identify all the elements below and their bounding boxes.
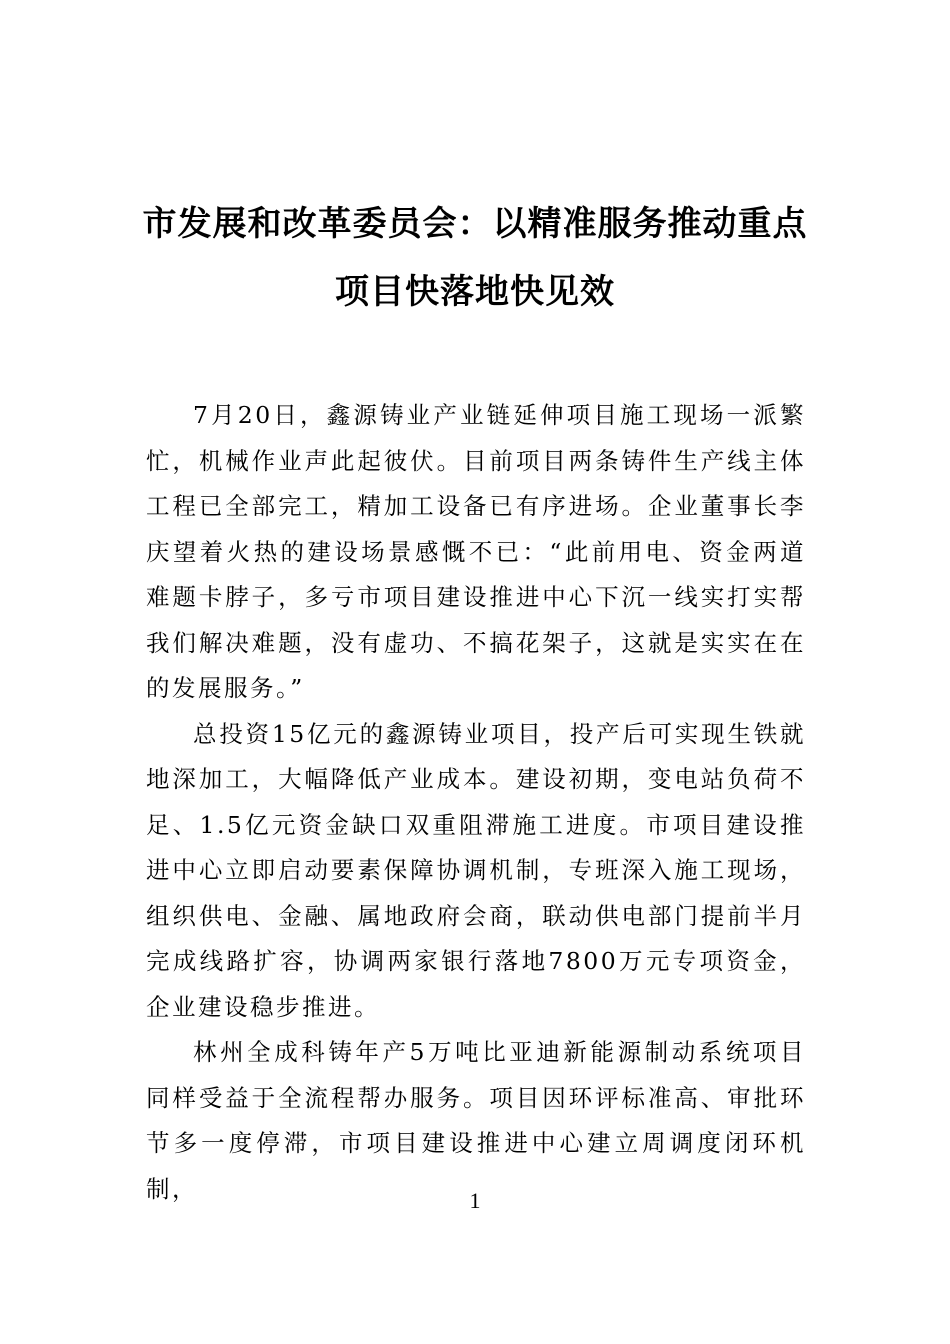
- paragraph-1: 7月20日，鑫源铸业产业链延伸项目施工现场一派繁忙，机械作业声此起彼伏。目前项目两条铸件生产线主体工程已全部完工，精加工设备已有序进场。企业董事长李庆望着火热的建设场景感慨不已：“此前用电、资金两道难题卡脖子，多亏市项目建设推进中心下沉一线实打实帮我们解决难题，没有虚功、不搞花架子，这就是实实在在的发展服务。”: [146, 401, 806, 702]
- paragraph-3: 林州全成科铸年产5万吨比亚迪新能源制动系统项目同样受益于全流程帮办服务。项目因环评标准高、审批环节多一度停滞，市项目建设推进中心建立周调度闭环机制，: [146, 1038, 806, 1203]
- document-body: [146, 393, 806, 1212]
- paragraph-2: 总投资15亿元的鑫源铸业项目，投产后可实现生铁就地深加工，大幅降低产业成本。建设初期，变电站负荷不足、1.5亿元资金缺口双重阻滞施工进度。市项目建设推进中心立即启动要素保障协调机制，专班深入施工现场，组织供电、金融、属地政府会商，联动供电部门提前半月完成线路扩容，协调两家银行落地7800万元专项资金，企业建设稳步推进。: [146, 719, 806, 1021]
- document-title: 市发展和改革委员会：以精准服务推动重点项目快落地快见效: [142, 204, 808, 312]
- page-number: 1: [469, 1188, 481, 1213]
